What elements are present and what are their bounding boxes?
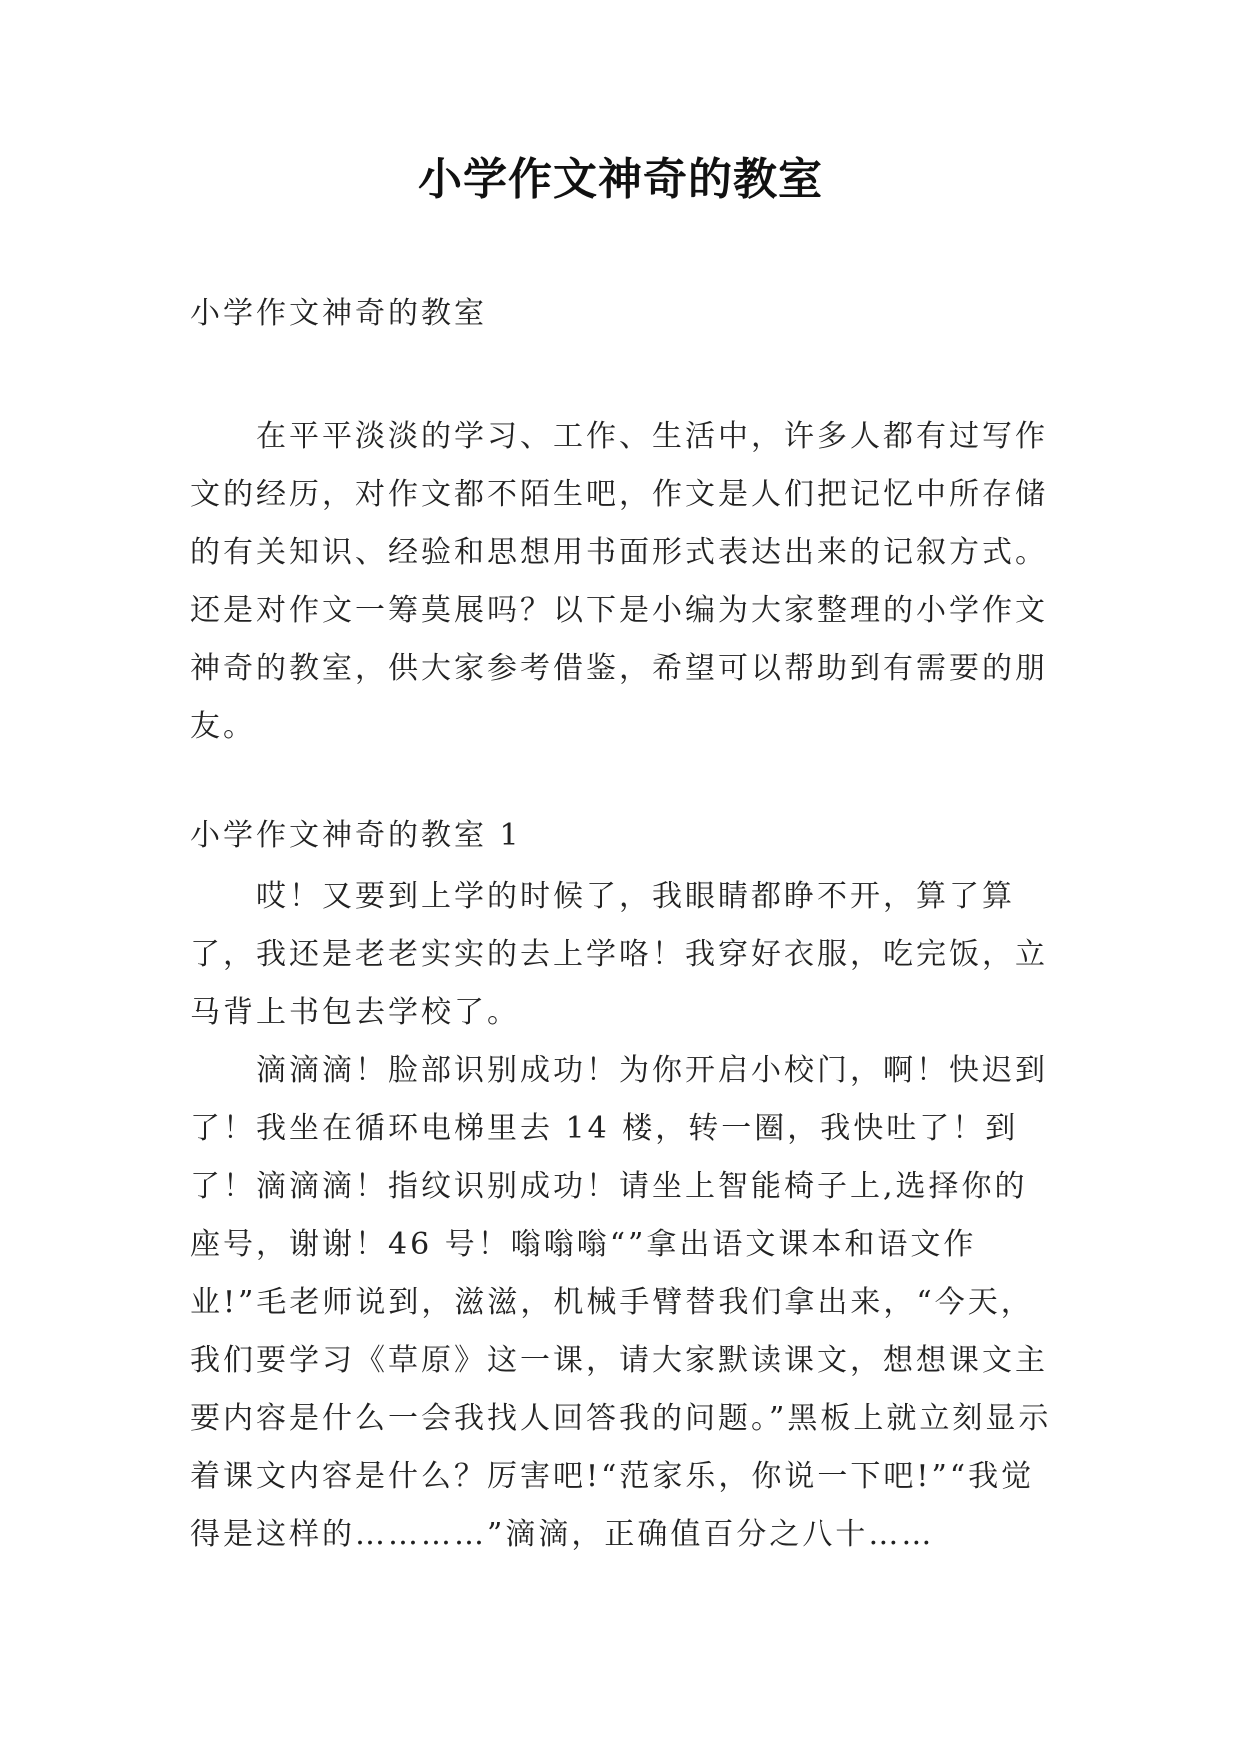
section-heading: 小学作文神奇的教室 1 [190,818,522,853]
document-subtitle: 小学作文神奇的教室 [190,296,487,331]
intro-paragraph: 在平平淡淡的学习、工作、生活中，许多人都有过写作文的经历，对作文都不陌生吧，作文是人们把记忆中所存储的有关知识、经验和思想用书面形式表达出来的记叙方式。还是对作文一筹莫展吗？以下是小编为大家整理的小学作文神奇的教室，供大家参考借鉴，希望可以帮助到有需要的朋友。 [190,419,1048,744]
body-paragraph: 哎！又要到上学的时候了，我眼睛都睁不开，算了算了，我还是老老实实的去上学咯！我穿好衣服，吃完饭，立马背上书包去学校了。 [190,879,1048,1030]
section-body [190,868,1052,1564]
body-paragraph: 滴滴滴！脸部识别成功！为你开启小校门，啊！快迟到了！我坐在循环电梯里去 14 楼，转一圈，我快吐了！到了！滴滴滴！指纹识别成功！请坐上智能椅子上,选择你的座号，谢谢！46 号！嗡嗡嗡“”拿出语文课本和语文作业!”毛老师说到，滋滋，机械手臂替我们拿出来，“今天，我们要学习《草原》这一课，请大家默读课文，想想课文主要内容是什么一会我找人回答我的问题。”黑板上就立刻显示着课文内容是什么？厉害吧!“范家乐，你说一下吧!”“我觉得是这样的…………”滴滴，正确值百分之八十…… [190,1053,1052,1552]
document-title: 小学作文神奇的教室 [418,154,823,205]
